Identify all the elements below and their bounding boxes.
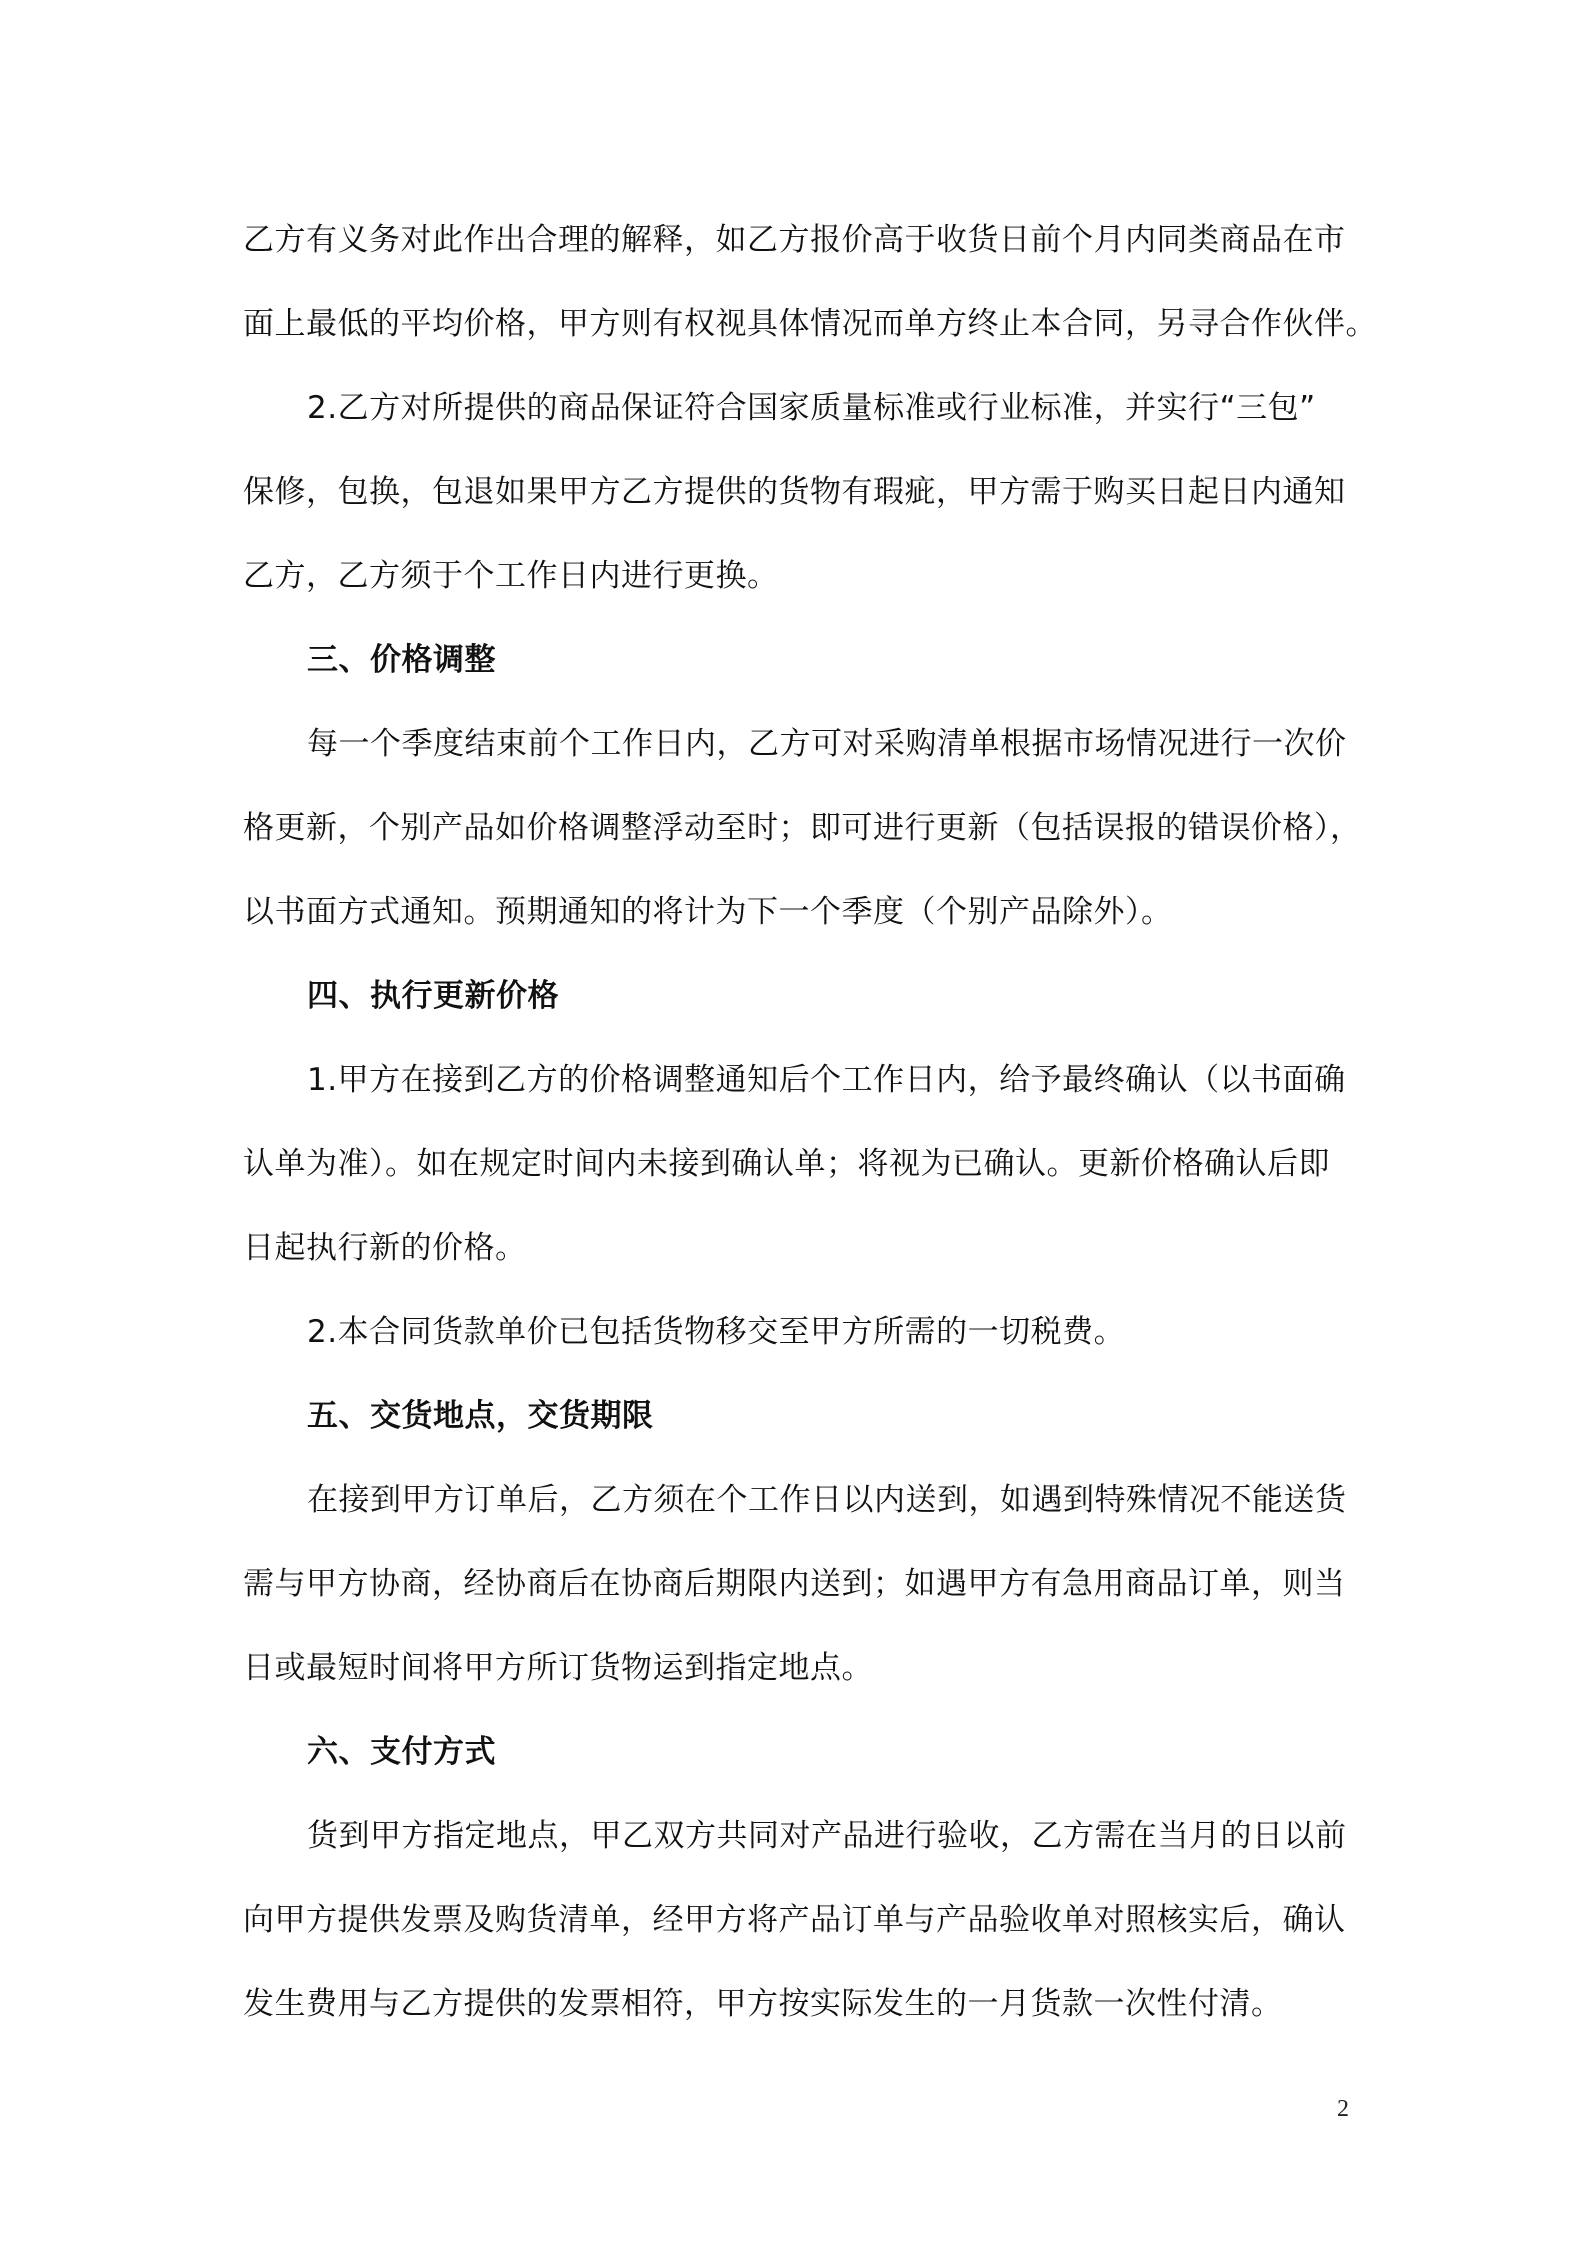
paragraph-line: 日起执行新的价格。 [243,1230,527,1266]
paragraph-line: 货到甲方指定地点，甲乙双方共同对产品进行验收，乙方需在当月的日以前 [307,1818,1347,1854]
paragraph-line: 以书面方式通知。预期通知的将计为下一个季度（个别产品除外）。 [243,894,1173,930]
section-heading-execute-price-update: 四、执行更新价格 [307,978,559,1014]
paragraph-line: 乙方，乙方须于个工作日内进行更换。 [243,558,779,594]
paragraph-line: 发生费用与乙方提供的发票相符，甲方按实际发生的一月货款一次性付清。 [243,1986,1283,2022]
paragraph-line: 保修，包换，包退如果甲方乙方提供的货物有瑕疵，甲方需于购买日起日内通知 [243,474,1346,510]
paragraph-line: 面上最低的平均价格，甲方则有权视具体情况而单方终止本合同，另寻合作伙伴。 [243,306,1377,342]
paragraph-line: 认单为准）。如在规定时间内未接到确认单；将视为已确认。更新价格确认后即 [243,1146,1330,1182]
paragraph-line: 需与甲方协商，经协商后在协商后期限内送到；如遇甲方有急用商品订单，则当 [243,1566,1346,1602]
paragraph-line: 格更新，个别产品如价格调整浮动至时；即可进行更新（包括误报的错误价格）， [243,810,1362,846]
paragraph-line: 日或最短时间将甲方所订货物运到指定地点。 [243,1650,873,1686]
page-number: 2 [1337,2096,1349,2122]
paragraph-line: 乙方有义务对此作出合理的解释，如乙方报价高于收货日前个月内同类商品在市 [243,222,1346,258]
paragraph-line: 1.甲方在接到乙方的价格调整通知后个工作日内，给予最终确认（以书面确 [307,1062,1346,1098]
section-heading-payment: 六、支付方式 [307,1734,496,1770]
section-heading-price-adjustment: 三、价格调整 [307,642,496,678]
paragraph-line: 2.乙方对所提供的商品保证符合国家质量标准或行业标准，并实行“三包” [307,390,1316,426]
paragraph-line: 在接到甲方订单后，乙方须在个工作日以内送到，如遇到特殊情况不能送货 [307,1482,1347,1518]
paragraph-line: 向甲方提供发票及购货清单，经甲方将产品订单与产品验收单对照核实后，确认 [243,1902,1346,1938]
document-body [243,198,1377,2046]
paragraph-line: 2.本合同货款单价已包括货物移交至甲方所需的一切税费。 [307,1314,1126,1350]
paragraph-line: 每一个季度结束前个工作日内，乙方可对采购清单根据市场情况进行一次价 [307,726,1347,762]
section-heading-delivery: 五、交货地点，交货期限 [307,1398,654,1434]
